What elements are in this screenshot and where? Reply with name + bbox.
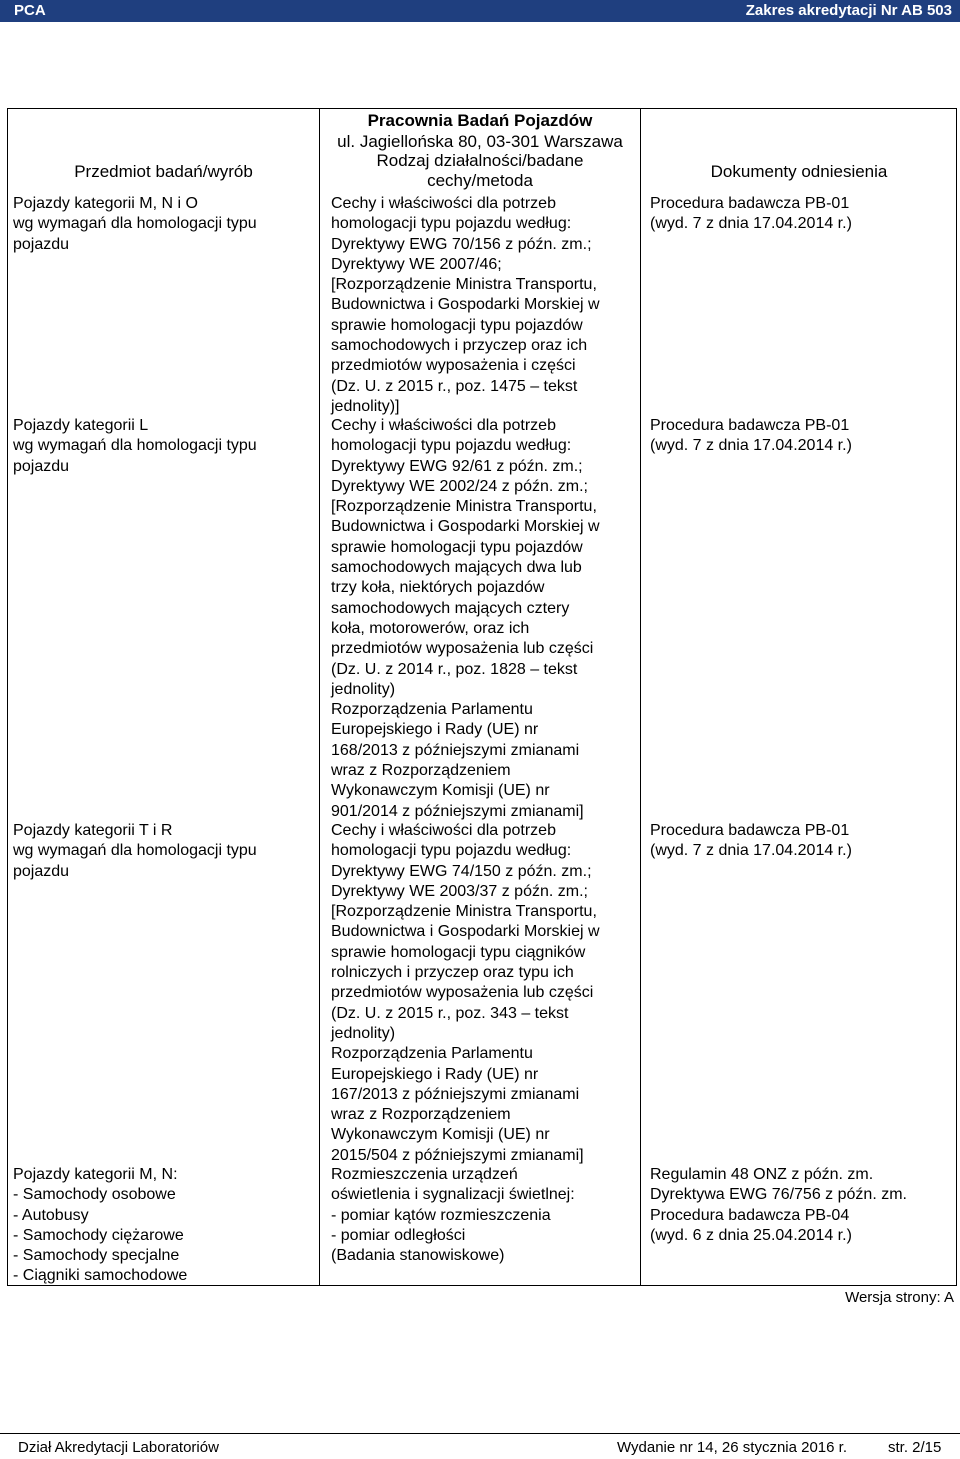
row-documents-line: Procedura badawcza PB-01	[650, 417, 850, 434]
header-left-label: PCA	[14, 2, 46, 19]
row-method-line: Rozporządzenia Parlamentu	[331, 1045, 533, 1063]
column-divider	[640, 108, 641, 1286]
row-documents-line: Procedura badawcza PB-01	[650, 195, 850, 212]
row-method-line: jednolity)	[331, 1024, 396, 1042]
row-method-line: homologacji typu pojazdu według:	[331, 437, 572, 455]
row-method-line: samochodowych mających cztery	[331, 599, 570, 617]
row-method-line: Dyrektywy WE 2007/46;	[331, 255, 502, 273]
row-subject-line: - Ciągniki samochodowe	[13, 1267, 188, 1285]
footer-page-number: str. 2/15	[888, 1439, 942, 1456]
row-method-line: Europejskiego i Rady (UE) nr	[331, 1065, 539, 1083]
row-method-line: samochodowych mających dwa lub	[331, 559, 582, 577]
row-documents-line: Procedura badawcza PB-01	[650, 822, 850, 839]
row-method-line: wraz z Rozporządzeniem	[331, 762, 511, 780]
row-method-line: - pomiar odległości	[331, 1226, 466, 1244]
row-method-line: jednolity)	[331, 680, 396, 698]
row-subject-line: Pojazdy kategorii L	[13, 417, 149, 434]
row-method-line: oświetlenia i sygnalizacji świetlnej:	[331, 1186, 575, 1204]
row-method-line: Cechy i właściwości dla potrzeb	[331, 417, 556, 434]
footer-divider	[0, 1433, 960, 1434]
row-method-line: (Dz. U. z 2014 r., poz. 1828 – tekst	[331, 660, 578, 678]
row-subject-line: wg wymagań dla homologacji typu	[13, 215, 257, 233]
row-method-line: - pomiar kątów rozmieszczenia	[331, 1206, 551, 1224]
row-method-line: Dyrektywy EWG 92/61 z późn. zm.;	[331, 457, 583, 475]
row-method-line: przedmiotów wyposażenia i części	[331, 357, 576, 375]
row-documents-line: Dyrektywa EWG 76/756 z późn. zm.	[650, 1186, 907, 1204]
row-documents-line: Procedura badawcza PB-04	[650, 1206, 850, 1224]
row-method-line: Budownictwa i Gospodarki Morskiej w	[331, 923, 600, 941]
row-documents	[650, 194, 852, 235]
row-method-line: Dyrektywy EWG 74/150 z późn. zm.;	[331, 862, 592, 880]
row-subject-line: pojazdu	[13, 862, 70, 880]
row-method-line: (Badania stanowiskowe)	[331, 1247, 505, 1265]
row-subject-line: - Autobusy	[13, 1206, 89, 1224]
row-method-line: [Rozporządzenie Ministra Transportu,	[331, 498, 597, 516]
row-method-line: przedmiotów wyposażenia lub części	[331, 640, 594, 658]
row-subject-line: Pojazdy kategorii M, N i O	[13, 195, 198, 212]
lab-info	[320, 110, 640, 152]
row-method-line: Dyrektywy WE 2002/24 z późn. zm.;	[331, 477, 588, 495]
row-subject-line: pojazdu	[13, 457, 70, 475]
row-subject-line: - Samochody ciężarowe	[13, 1226, 184, 1244]
row-subject-line: - Samochody specjalne	[13, 1247, 180, 1265]
row-subject-line: wg wymagań dla homologacji typu	[13, 437, 257, 455]
row-subject-line: pojazdu	[13, 235, 70, 253]
header-method-line: Rodzaj działalności/badane	[376, 151, 584, 170]
row-method-line: wraz z Rozporządzeniem	[331, 1106, 511, 1124]
row-method-line: homologacji typu pojazdu według:	[331, 842, 572, 860]
row-method-line: jednolity)]	[331, 397, 400, 415]
row-method-line: homologacji typu pojazdu według:	[331, 215, 572, 233]
row-method-line: 2015/504 z późniejszymi zmianami]	[331, 1146, 584, 1164]
row-method	[331, 1165, 575, 1266]
row-method-line: 901/2014 z późniejszymi zmianami]	[331, 802, 584, 820]
footer-edition: Wydanie nr 14, 26 stycznia 2016 r.	[617, 1439, 847, 1456]
row-method-line: (Dz. U. z 2015 r., poz. 343 – tekst	[331, 1004, 569, 1022]
footer-department: Dział Akredytacji Laboratoriów	[18, 1439, 219, 1456]
row-subject	[13, 821, 257, 882]
row-documents-line: Regulamin 48 ONZ z późn. zm.	[650, 1166, 874, 1183]
row-method-line: Dyrektywy WE 2003/37 z późn. zm.;	[331, 882, 588, 900]
row-documents-line: (wyd. 7 z dnia 17.04.2014 r.)	[650, 437, 852, 455]
row-documents-line: (wyd. 6 z dnia 25.04.2014 r.)	[650, 1226, 852, 1244]
row-method-line: sprawie homologacji typu ciągników	[331, 943, 586, 961]
column-divider	[319, 108, 320, 1286]
row-method-line: Europejskiego i Rady (UE) nr	[331, 721, 539, 739]
row-method	[331, 416, 600, 822]
row-subject-line: wg wymagań dla homologacji typu	[13, 842, 257, 860]
row-subject	[13, 194, 257, 255]
lab-address: ul. Jagiellońska 80, 03-301 Warszawa	[337, 132, 623, 151]
row-method-line: (Dz. U. z 2015 r., poz. 1475 – tekst	[331, 377, 578, 395]
row-method-line: Cechy i właściwości dla potrzeb	[331, 822, 556, 839]
page-version: Wersja strony: A	[845, 1289, 954, 1306]
row-method-line: [Rozporządzenie Ministra Transportu,	[331, 903, 597, 921]
row-method-line: trzy koła, niektórych pojazdów	[331, 579, 545, 597]
row-method-line: Budownictwa i Gospodarki Morskiej w	[331, 296, 600, 314]
row-documents	[650, 1165, 907, 1246]
row-method-line: Budownictwa i Gospodarki Morskiej w	[331, 518, 600, 536]
row-documents	[650, 416, 852, 457]
row-method	[331, 821, 600, 1166]
header-documents: Dokumenty odniesienia	[710, 162, 888, 181]
row-method-line: 167/2013 z późniejszymi zmianami	[331, 1085, 580, 1103]
row-documents-line: (wyd. 7 z dnia 17.04.2014 r.)	[650, 842, 852, 860]
header-right-label: Zakres akredytacji Nr AB 503	[745, 2, 952, 19]
row-subject-line: Pojazdy kategorii M, N:	[13, 1166, 178, 1183]
row-method-line: Wykonawczym Komisji (UE) nr	[331, 1126, 550, 1144]
row-subject-line: - Samochody osobowe	[13, 1186, 176, 1204]
row-subject	[13, 416, 257, 477]
row-method-line: Wykonawczym Komisji (UE) nr	[331, 782, 550, 800]
row-subject	[13, 1165, 187, 1287]
row-method-line: koła, motorowerów, oraz ich	[331, 619, 530, 637]
lab-name: Pracownia Badań Pojazdów	[367, 111, 593, 130]
row-method-line: rolniczych i przyczep oraz typu ich	[331, 964, 574, 982]
row-method-line: Cechy i właściwości dla potrzeb	[331, 195, 556, 212]
row-method-line: przedmiotów wyposażenia lub części	[331, 984, 594, 1002]
header-method	[320, 151, 640, 191]
row-subject-line: Pojazdy kategorii T i R	[13, 822, 173, 839]
header-method-line: cechy/metoda	[427, 171, 533, 190]
row-method-line: sprawie homologacji typu pojazdów	[331, 316, 583, 334]
row-method-line: Rozporządzenia Parlamentu	[331, 701, 533, 719]
row-method-line: Dyrektywy EWG 70/156 z późn. zm.;	[331, 235, 592, 253]
row-method	[331, 194, 600, 417]
row-documents-line: (wyd. 7 z dnia 17.04.2014 r.)	[650, 215, 852, 233]
header-subject: Przedmiot badań/wyrób	[74, 162, 253, 181]
row-method-line: sprawie homologacji typu pojazdów	[331, 538, 583, 556]
row-method-line: [Rozporządzenie Ministra Transportu,	[331, 276, 597, 294]
row-method-line: samochodowych i przyczep oraz ich	[331, 337, 588, 355]
row-method-line: 168/2013 z późniejszymi zmianami	[331, 741, 580, 759]
row-documents	[650, 821, 852, 862]
header-bar	[0, 0, 960, 22]
row-method-line: Rozmieszczenia urządzeń	[331, 1166, 518, 1183]
